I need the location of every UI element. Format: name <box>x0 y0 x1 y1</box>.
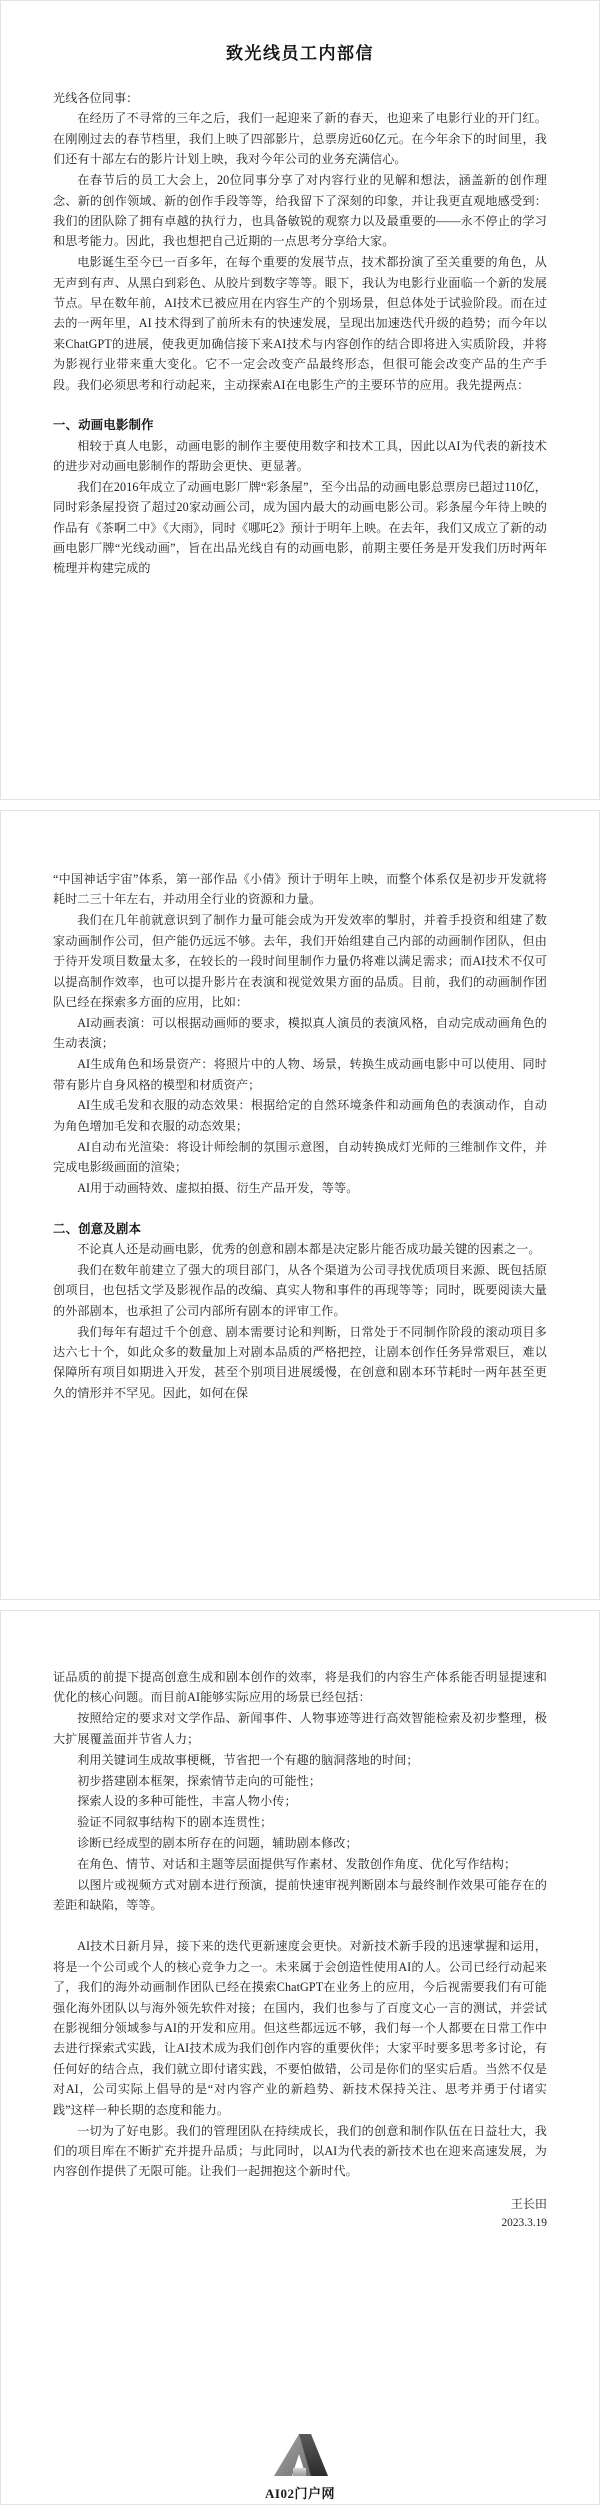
list-item: AI生成毛发和衣服的动态效果：根据给定的自然环境条件和动画角色的表演动作，自动为角色增加毛发和衣服的动态效果； <box>53 1098 547 1133</box>
paragraph: 我们每年有超过千个创意、剧本需要讨论和判断，日常处于不同制作阶段的滚动项目多达六七十个，如此众多的数量加上对剧本品质的严格把控，让剧本创作任务异常艰巨，难以保障所有项目如期进入开发，甚至个别项目进展缓慢，在创意和剧本环节耗时一两年甚至更久的情形并不罕见。因此，如何在保 <box>53 1324 547 1400</box>
paragraph: 电影诞生至今已一百多年，在每个重要的发展节点，技术都扮演了至关重要的角色，从无声到有声、从黑白到彩色、从胶片到数字等等。眼下，我认为电影行业面临一个新的发展节点。早在数年前，AI技术已被应用在内容生产的个别场景，但总体处于试验阶段。而在过去的一两年里，AI 技术得到了前所未有的快速发展，呈现出加速迭代升级的趋势；而今年以来ChatGPT的进展，使我更加确信接下来AI技术与内容创作的结合即将进入实质阶段，并将为影视行业带来重大变化。它不一定会改变产品最终形态，但很可能会改变产品的生产手段。我们必须思考和行动起来，主动探索AI在电影生产的主要环节的应用。我先提两点： <box>53 255 547 392</box>
paragraph: 我们在2016年成立了动画电影厂牌“彩条屋”，至今出品的动画电影总票房已超过110亿，同时彩条屋投资了超过20家动画公司，成为国内最大的动画电影公司。彩条屋今年待上映的作品有《茶啊二中》《大雨》，同时《哪吒2》预计于明年上映。在去年，我们又成立了新的动画电影厂牌“光线动画”，旨在出品光线自有的动画电影，前期主要任务是开发我们历时两年梳理并构建完成的 <box>53 479 547 576</box>
list-item: 利用关键词生成故事梗概，节省把一个有趣的脑洞落地的时间； <box>77 1752 419 1767</box>
paragraph-spacer <box>53 1916 547 1936</box>
list-item: 在角色、情节、对话和主题等层面提供写作素材、发散创作角度、优化写作结构； <box>77 1857 517 1872</box>
list-item: 以图片或视频方式对剧本进行预演，提前快速审视判断剧本与最终制作效果可能存在的差距和缺陷，等等。 <box>53 1878 547 1913</box>
document-page-3 <box>0 1610 600 2505</box>
paragraph: 证品质的前提下提高创意生成和剧本创作的效率，将是我们的内容生产体系能否明显提速和优化的核心问题。而目前AI能够实际应用的场景已经包括： <box>53 1670 547 1705</box>
paragraph: AI技术日新月异，接下来的迭代更新速度会更快。对新技术新手段的迅速掌握和运用，将是一个公司或个人的核心竞争力之一。未来属于会创造性使用AI的人。公司已经行动起来了，我们的海外动画制作团队已经在摸索ChatGPT在业务上的应用，今后视需要我们有可能强化海外团队以与海外领先软件对接；在国内，我们也参与了百度文心一言的测试，并尝试在影视细分领域参与AI的开发和应用。但这些都远远不够，我们每一个人都要在日常工作中去进行探索式实践，让AI技术成为我们创作内容的重要伙伴；大家平时要多思考多讨论，有任何好的结合点，我们就立即付诸实践，不要怕做错，公司是你们的坚实后盾。当然不仅是对AI，公司实际上倡导的是“对内容产业的新趋势、新技术保持关注、思考并勇于付诸实践”这样一种长期的态度和能力。 <box>53 1939 547 2117</box>
list-item: 按照给定的要求对文学作品、新闻事件、人物事迹等进行高效智能检索及初步整理，极大扩展覆盖面并节省人力； <box>53 1711 547 1746</box>
paragraph: 相较于真人电影，动画电影的制作主要使用数字和技术工具，因此以AI为代表的新技术的进步对动画电影制作的帮助会更快、更显著。 <box>53 438 547 473</box>
watermark-text: AI02门户网 <box>265 2486 335 2501</box>
document-page-1 <box>0 0 600 800</box>
paragraph: 不论真人还是动画电影，优秀的创意和剧本都是决定影片能否成功最关键的因素之一。 <box>77 1241 541 1256</box>
list-item: AI生成角色和场景资产：将照片中的人物、场景，转换生成动画电影中可以使用、同时带有影片自身风格的模型和材质资产； <box>53 1057 547 1092</box>
list-item: AI自动布光渲染：将设计师绘制的氛围示意图，自动转换成灯光师的三维制作文件，并完成电影级画面的渲染； <box>53 1139 547 1175</box>
paragraph: “中国神话宇宙”体系，第一部作品《小倩》预计于明年上映，而整个体系仅是初步开发就将耗时二三十年左右，并动用全行业的资源和力量。 <box>53 872 547 907</box>
paragraph: 我们在几年前就意识到了制作力量可能会成为开发效率的掣肘，并着手投资和组建了数家动画制作公司，但产能仍远远不够。去年，我们开始组建自己内部的动画制作团队，但由于待开发项目数量太多，在较长的一段时间里制作力量仍将难以满足需求；而AI技术不仅可以提高制作效率，也可以提升影片在表演和视觉效果方面的品质。目前，我们的动画制作团队已经在探索多方面的应用，比如： <box>53 913 547 1009</box>
list-item: 初步搭建剧本框架，探索情节走向的可能性； <box>77 1773 322 1788</box>
salutation: 光线各位同事： <box>53 91 139 105</box>
list-item: AI动画表演：可以根据动画师的要求，模拟真人演员的表演风格，自动完成动画角色的生动表演； <box>53 1015 547 1051</box>
paragraph: 在经历了不寻常的三年之后，我们一起迎来了新的春天，也迎来了电影行业的开门红。在刚刚过去的春节档里，我们上映了四部影片，总票房近60亿元。在今年余下的时间里，我们还有十部左右的影片计划上映，我对今年公司的业务充满信心。 <box>53 111 547 167</box>
list-item: AI用于动画特效、虚拟拍摄、衍生产品开发，等等。 <box>77 1181 359 1196</box>
list-item: 验证不同叙事结构下的剧本连贯性； <box>77 1815 273 1830</box>
signature-date: 2023.3.19 <box>501 2217 547 2230</box>
watermark <box>1 2432 599 2502</box>
paragraph: 我们在数年前建立了强大的项目部门，从各个渠道为公司寻找优质项目来源、既包括原创项目，也包括文学及影视作品的改编、真实人物和事件的再现等等；同时，既要阅读大量的外部剧本，也承担了公司内部所有剧本的评审工作。 <box>53 1262 547 1318</box>
page-title: 致光线员工内部信 <box>226 44 374 63</box>
section-heading-animation: 一、动画电影制作 <box>53 418 154 433</box>
list-item: 诊断已经成型的剧本所存在的问题，辅助剧本修改； <box>77 1836 358 1851</box>
document-page-2 <box>0 810 600 1600</box>
list-item: 探索人设的多种可能性，丰富人物小传； <box>77 1794 297 1809</box>
signature-name: 王长田 <box>510 2196 547 2211</box>
section-heading-script: 二、创意及剧本 <box>53 1221 142 1236</box>
paragraph: 在春节后的员工大会上，20位同事分享了对内容行业的见解和想法，涵盖新的创作理念、新的创作领域、新的创作手段等等，给我留下了深刻的印象，并让我更直观地感受到：我们的团队除了拥有卓越的执行力，也具备敏锐的观察力以及最重要的——永不停止的学习和思考能力。因此，我也想把自己近期的一点思考分享给大家。 <box>53 173 547 249</box>
ai02-triangle-logo-icon <box>266 2432 334 2482</box>
paragraph: 一切为了好电影。我们的管理团队在持续成长，我们的创意和制作队伍在日益壮大，我们的项目库在不断扩充并提升品质；与此同时，以AI为代表的新技术也在迎来高速发展，为内容创作提供了无限可能。让我们一起拥抱这个新时代。 <box>53 2123 547 2179</box>
